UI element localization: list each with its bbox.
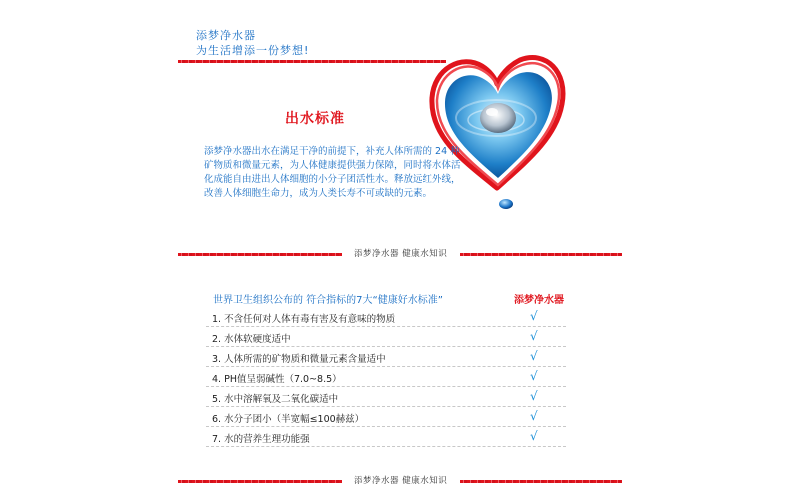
check-icon: √: [530, 429, 538, 443]
check-icon: √: [530, 329, 538, 343]
row-separator: [206, 346, 566, 347]
standards-brand-column: 添梦净水器: [514, 295, 564, 306]
standards-heading: 世界卫生组织公布的 符合指标的7大“健康好水标准”: [213, 295, 443, 306]
brand-name: 添梦净水器: [196, 29, 256, 42]
standard-text: 2. 水体软硬度适中: [212, 334, 291, 345]
standard-text: 6. 水分子团小（半宽幅≤100赫兹）: [212, 414, 365, 425]
standard-row: [206, 331, 566, 351]
intro-paragraph: 添梦净水器出水在满足干净的前提下，补充人体所需的 24 种矿物质和微量元素，为人体健康提供强力保障，同时将水体活化成能自由进出人体细胞的小分子团活性水。释放远红外线，改善人体细胞生命力，成为人类长寿不可或缺的元素。: [204, 146, 461, 199]
standard-row: [206, 431, 566, 451]
section-title: 出水标准: [285, 111, 345, 127]
check-icon: √: [530, 369, 538, 383]
standard-row: [206, 371, 566, 391]
small-water-drop: [499, 199, 513, 209]
standard-row: [206, 391, 566, 411]
bottom-divider-rule-left: [178, 480, 342, 483]
check-icon: √: [530, 309, 538, 323]
standard-text: 3. 人体所需的矿物质和微量元素含量适中: [212, 354, 386, 365]
row-separator: [206, 366, 566, 367]
divider-caption: 添梦净水器 健康水知识: [354, 249, 448, 259]
check-icon: √: [530, 389, 538, 403]
standard-text: 5. 水中溶解氧及二氧化碳适中: [212, 394, 339, 405]
standard-text: 1. 不含任何对人体有毒有害及有意味的物质: [212, 314, 396, 325]
row-separator: [206, 386, 566, 387]
standard-row: [206, 411, 566, 431]
standard-text: 7. 水的营养生理功能强: [212, 434, 310, 445]
brand-slogan: 为生活增添一份梦想!: [196, 44, 310, 57]
bottom-divider-rule-right: [460, 480, 622, 483]
row-separator: [206, 326, 566, 327]
standard-row: [206, 311, 566, 331]
divider-rule-right: [460, 253, 622, 256]
check-icon: √: [530, 349, 538, 363]
standard-text: 4. PH值呈弱碱性（7.0~8.5）: [212, 374, 342, 385]
row-separator: [206, 406, 566, 407]
divider-rule-left: [178, 253, 342, 256]
row-separator: [206, 446, 566, 447]
bottom-divider-caption: 添梦净水器 健康水知识: [354, 476, 448, 486]
standard-row: [206, 351, 566, 371]
check-icon: √: [530, 409, 538, 423]
top-red-rule: [178, 60, 446, 63]
row-separator: [206, 426, 566, 427]
water-bead-highlight: [486, 108, 498, 116]
water-bead: [480, 103, 516, 133]
